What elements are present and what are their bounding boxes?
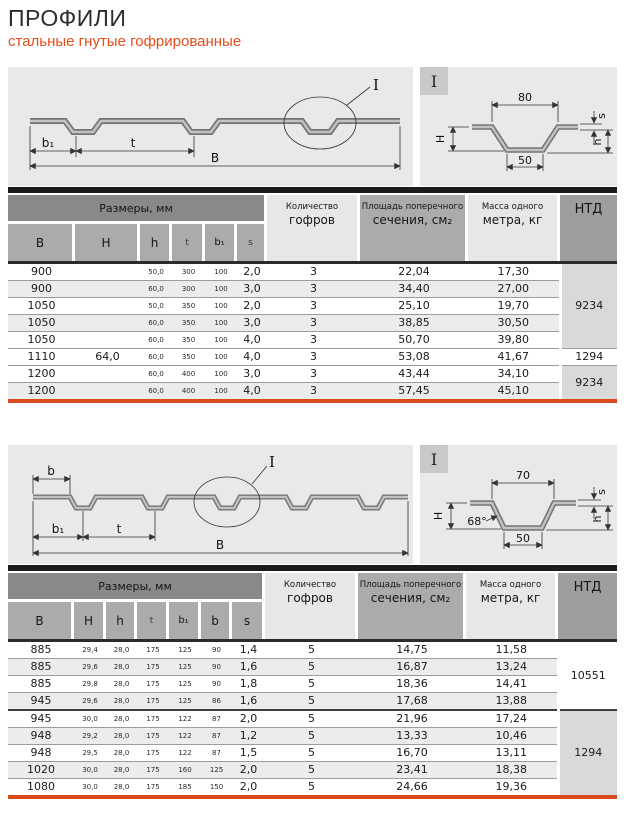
cell-b1: 125 bbox=[169, 693, 201, 711]
cell-t: 175 bbox=[137, 710, 169, 728]
table-bottom-accent bbox=[8, 399, 617, 403]
header-mass-line2: метра, кг bbox=[482, 213, 543, 228]
cell-b1: 100 bbox=[205, 383, 237, 400]
profiles-table-2 bbox=[8, 642, 617, 795]
cell-B: 1080 bbox=[8, 779, 74, 796]
detail-diagram-1 bbox=[420, 67, 617, 186]
header-col-h: h bbox=[106, 602, 134, 639]
table-row bbox=[8, 762, 617, 779]
cell-B: 885 bbox=[8, 659, 74, 676]
cell-area: 16,70 bbox=[358, 745, 466, 762]
cell-b1: 100 bbox=[205, 281, 237, 298]
cell-s: 2,0 bbox=[232, 762, 265, 779]
cell-t: 400 bbox=[172, 383, 205, 400]
header-area-line1: Площадь поперечного bbox=[359, 580, 462, 591]
cell-B: 945 bbox=[8, 693, 74, 711]
header-corrugation-count bbox=[265, 573, 355, 639]
table-1-header bbox=[8, 193, 617, 261]
cell-h: 60,0 bbox=[140, 315, 172, 332]
cell-B: 900 bbox=[31, 265, 52, 279]
dim-label-t: t bbox=[116, 522, 122, 537]
table-row bbox=[8, 642, 617, 659]
cell-H bbox=[75, 383, 140, 400]
cell-s: 4,0 bbox=[237, 383, 267, 400]
header-mass-per-meter bbox=[468, 195, 557, 261]
dim-top-width: 70 bbox=[516, 469, 530, 483]
table-row bbox=[8, 383, 617, 400]
cell-H bbox=[75, 332, 140, 349]
cell-b1: 185 bbox=[169, 779, 201, 796]
cell-b1: 100 bbox=[214, 268, 228, 277]
cell-area: 24,66 bbox=[358, 779, 466, 796]
header-col-b1: b₁ bbox=[205, 224, 234, 261]
cell-area: 13,33 bbox=[358, 728, 466, 745]
cell-mass: 10,46 bbox=[466, 728, 558, 745]
dim-label-t: t bbox=[130, 136, 136, 151]
cell-B: 1200 bbox=[8, 383, 75, 400]
diagram-panels-2 bbox=[8, 445, 617, 564]
table-row bbox=[8, 728, 617, 745]
cell-t: 175 bbox=[137, 693, 169, 711]
cell-h: 28,0 bbox=[106, 745, 137, 762]
cell-s: 1,4 bbox=[239, 643, 258, 657]
header-col-h: h bbox=[140, 224, 169, 261]
cell-h: 28,0 bbox=[106, 693, 137, 711]
cell-s: 2,0 bbox=[237, 298, 267, 315]
dim-height-H: H bbox=[432, 512, 445, 521]
page-title: ПРОФИЛИ bbox=[8, 5, 127, 31]
cell-b: 87 bbox=[201, 745, 232, 762]
cell-t: 175 bbox=[137, 762, 169, 779]
cell-h: 28,0 bbox=[106, 728, 137, 745]
cell-b: 90 bbox=[212, 646, 221, 655]
cell-h: 28,0 bbox=[113, 646, 130, 655]
cell-count: 3 bbox=[267, 366, 360, 383]
table-row bbox=[8, 264, 617, 281]
cell-mass: 18,38 bbox=[466, 762, 558, 779]
detail-drawing-2 bbox=[420, 445, 617, 564]
header-col-H: H bbox=[75, 224, 137, 261]
cell-b1: 100 bbox=[205, 315, 237, 332]
cell-h: 60,0 bbox=[140, 366, 172, 383]
header-ntd: НТД bbox=[558, 573, 617, 639]
cell-B: 1050 bbox=[8, 332, 75, 349]
header-count-line1: Количество bbox=[285, 202, 339, 213]
cell-b1: 125 bbox=[169, 659, 201, 676]
dim-bottom-width: 50 bbox=[518, 154, 532, 168]
table-row bbox=[8, 315, 617, 332]
section-profile-5-corrugations bbox=[8, 445, 617, 799]
cell-area: 17,68 bbox=[358, 693, 466, 711]
cell-b1: 160 bbox=[169, 762, 201, 779]
detail-ref-box: I bbox=[420, 445, 448, 473]
table-row bbox=[8, 332, 617, 349]
cell-count: 5 bbox=[265, 693, 358, 711]
cell-t: 350 bbox=[172, 349, 205, 366]
cell-H: 30,0 bbox=[74, 710, 106, 728]
cell-mass: 17,30 bbox=[497, 265, 529, 279]
cell-b: 87 bbox=[201, 710, 232, 728]
header-cross-section-area bbox=[360, 195, 465, 261]
cell-count: 3 bbox=[267, 332, 360, 349]
table-row bbox=[8, 366, 617, 383]
detail-drawing-1 bbox=[420, 67, 617, 186]
cell-h: 60,0 bbox=[140, 281, 172, 298]
header-corrugation-count bbox=[267, 195, 357, 261]
cell-H: 29,8 bbox=[74, 676, 106, 693]
cell-mass: 13,11 bbox=[466, 745, 558, 762]
cell-t: 350 bbox=[172, 315, 205, 332]
table-row bbox=[8, 659, 617, 676]
dim-top-width: 80 bbox=[518, 91, 532, 105]
cell-b1: 122 bbox=[169, 728, 201, 745]
header-col-B: B bbox=[8, 224, 72, 261]
table-2-header bbox=[8, 571, 617, 639]
cell-mass: 41,67 bbox=[468, 349, 560, 366]
header-col-B: B bbox=[8, 602, 71, 639]
cell-H: 29,6 bbox=[74, 659, 106, 676]
cell-B: 1020 bbox=[8, 762, 74, 779]
cell-s: 1,6 bbox=[232, 659, 265, 676]
cell-h: 60,0 bbox=[140, 332, 172, 349]
detail-ref-label: I bbox=[269, 453, 275, 472]
cell-count: 5 bbox=[265, 710, 358, 728]
detail-ref-box: I bbox=[420, 67, 448, 95]
header-col-b: b bbox=[201, 602, 229, 639]
cell-B: 948 bbox=[8, 728, 74, 745]
cell-H bbox=[75, 298, 140, 315]
cell-area: 16,87 bbox=[358, 659, 466, 676]
profile-drawing-1 bbox=[8, 67, 413, 186]
cell-s: 3,0 bbox=[237, 315, 267, 332]
cell-s: 1,8 bbox=[232, 676, 265, 693]
cell-h: 28,0 bbox=[106, 779, 137, 796]
cell-H bbox=[75, 366, 140, 383]
cell-H: 30,0 bbox=[74, 762, 106, 779]
cell-s: 1,5 bbox=[232, 745, 265, 762]
cell-B: 900 bbox=[8, 281, 75, 298]
cell-mass: 17,24 bbox=[466, 710, 558, 728]
cell-count: 3 bbox=[267, 281, 360, 298]
cell-s: 3,0 bbox=[237, 366, 267, 383]
cell-B: 885 bbox=[8, 676, 74, 693]
cell-B: 1200 bbox=[8, 366, 75, 383]
cell-count: 3 bbox=[310, 265, 317, 279]
cell-count: 5 bbox=[265, 745, 358, 762]
cell-t: 400 bbox=[172, 366, 205, 383]
header-area-line2: сечения, см₂ bbox=[370, 591, 451, 606]
cell-H bbox=[75, 281, 140, 298]
cell-count: 5 bbox=[308, 643, 315, 657]
cell-B: 1110 bbox=[8, 349, 75, 366]
cell-count: 5 bbox=[265, 659, 358, 676]
cell-b1: 125 bbox=[169, 676, 201, 693]
cell-ntd: 9234 bbox=[560, 264, 617, 349]
cell-mass: 11,58 bbox=[495, 643, 527, 657]
cell-b1: 122 bbox=[169, 710, 201, 728]
cell-h: 50,0 bbox=[148, 268, 164, 277]
page-subtitle: стальные гнутые гофрированные bbox=[8, 33, 242, 51]
header-area-line1: Площадь поперечного bbox=[361, 202, 464, 213]
header-col-s: s bbox=[232, 602, 262, 639]
cell-B: 1050 bbox=[8, 298, 75, 315]
section-profile-3-corrugations bbox=[8, 67, 617, 403]
cell-H: 29,5 bbox=[74, 745, 106, 762]
cell-t: 300 bbox=[172, 281, 205, 298]
table-row bbox=[8, 281, 617, 298]
cell-B: 945 bbox=[8, 710, 74, 728]
cell-area: 50,70 bbox=[360, 332, 468, 349]
cell-s: 1,2 bbox=[232, 728, 265, 745]
cell-b: 125 bbox=[201, 762, 232, 779]
cell-b1: 125 bbox=[178, 646, 192, 655]
cell-mass: 19,70 bbox=[468, 298, 560, 315]
header-mass-line2: метра, кг bbox=[480, 591, 541, 606]
table-row bbox=[8, 693, 617, 711]
cell-H: 29,2 bbox=[74, 728, 106, 745]
cell-t: 350 bbox=[172, 298, 205, 315]
cell-mass: 14,41 bbox=[466, 676, 558, 693]
header-mass-line1: Масса одного bbox=[479, 580, 542, 591]
dim-inner-height-h: h bbox=[591, 515, 604, 523]
header-cross-section-area bbox=[358, 573, 463, 639]
cell-mass: 27,00 bbox=[468, 281, 560, 298]
cell-s: 3,0 bbox=[237, 281, 267, 298]
header-mass-line1: Масса одного bbox=[481, 202, 544, 213]
cell-t: 300 bbox=[181, 268, 196, 277]
table-row bbox=[8, 349, 617, 366]
cell-B: 885 bbox=[30, 643, 52, 657]
cell-b: 86 bbox=[201, 693, 232, 711]
dim-height-H: H bbox=[434, 135, 447, 144]
cell-area: 57,45 bbox=[360, 383, 468, 400]
cell-s: 2,0 bbox=[232, 779, 265, 796]
cell-t: 175 bbox=[137, 779, 169, 796]
header-count-line1: Количество bbox=[283, 580, 337, 591]
cell-mass: 34,10 bbox=[468, 366, 560, 383]
cell-h: 28,0 bbox=[106, 710, 137, 728]
cell-b: 90 bbox=[201, 676, 232, 693]
cell-b1: 100 bbox=[205, 349, 237, 366]
table-row bbox=[8, 676, 617, 693]
cell-count: 5 bbox=[265, 676, 358, 693]
cell-b: 90 bbox=[201, 659, 232, 676]
profile-diagram-1 bbox=[8, 67, 413, 186]
cell-mass: 13,88 bbox=[466, 693, 558, 711]
cell-area: 25,10 bbox=[360, 298, 468, 315]
profiles-table-1 bbox=[8, 264, 617, 399]
cell-B: 948 bbox=[8, 745, 74, 762]
cell-t: 350 bbox=[172, 332, 205, 349]
cell-s: 1,6 bbox=[232, 693, 265, 711]
cell-area: 38,85 bbox=[360, 315, 468, 332]
cell-count: 5 bbox=[265, 762, 358, 779]
cell-mass: 45,10 bbox=[468, 383, 560, 400]
table-row bbox=[8, 710, 617, 728]
cell-area: 53,08 bbox=[360, 349, 468, 366]
cell-ntd: 1294 bbox=[560, 349, 617, 366]
cell-s: 2,0 bbox=[243, 265, 261, 279]
header-ntd: НТД bbox=[560, 195, 617, 261]
cell-h: 60,0 bbox=[140, 383, 172, 400]
cell-count: 3 bbox=[267, 298, 360, 315]
cell-t: 175 bbox=[137, 728, 169, 745]
profile-drawing-2 bbox=[8, 445, 413, 564]
cell-t: 175 bbox=[146, 646, 160, 655]
cell-area: 21,96 bbox=[358, 710, 466, 728]
cell-H: 29,4 bbox=[82, 646, 98, 655]
header-count-line2: гофров bbox=[289, 213, 335, 228]
cell-area: 18,36 bbox=[358, 676, 466, 693]
header-dimensions-group: Размеры, мм bbox=[8, 195, 264, 221]
cell-b1: 100 bbox=[205, 298, 237, 315]
dim-label-b1: b₁ bbox=[41, 136, 55, 151]
cell-area: 14,75 bbox=[396, 643, 428, 657]
header-col-H: H bbox=[74, 602, 103, 639]
dim-label-B: B bbox=[210, 151, 220, 166]
cell-H bbox=[75, 315, 140, 332]
detail-diagram-2 bbox=[420, 445, 617, 564]
header-count-line2: гофров bbox=[287, 591, 333, 606]
dim-angle: 68° bbox=[467, 515, 487, 529]
dim-inner-height-h: h bbox=[591, 138, 604, 146]
cell-t: 175 bbox=[137, 745, 169, 762]
cell-mass: 39,80 bbox=[468, 332, 560, 349]
cell-H bbox=[75, 264, 140, 281]
cell-h: 50,0 bbox=[140, 298, 172, 315]
table-bottom-accent bbox=[8, 795, 617, 799]
cell-h: 28,0 bbox=[106, 762, 137, 779]
cell-ntd: 9234 bbox=[560, 366, 617, 400]
cell-mass: 30,50 bbox=[468, 315, 560, 332]
cell-b: 87 bbox=[201, 728, 232, 745]
header-mass-per-meter bbox=[466, 573, 555, 639]
detail-ref-label: I bbox=[373, 76, 379, 95]
cell-ntd: 10551 bbox=[558, 642, 617, 710]
header-col-s: s bbox=[237, 224, 264, 261]
table-row bbox=[8, 779, 617, 796]
diagram-panels-1 bbox=[8, 67, 617, 186]
cell-h: 28,0 bbox=[106, 676, 137, 693]
dim-label-b1: b₁ bbox=[51, 522, 65, 537]
cell-s: 2,0 bbox=[232, 710, 265, 728]
table-row bbox=[8, 298, 617, 315]
dim-thickness-s: s bbox=[595, 489, 608, 496]
cell-s: 4,0 bbox=[237, 349, 267, 366]
cell-area: 23,41 bbox=[358, 762, 466, 779]
cell-ntd: 1294 bbox=[558, 710, 617, 795]
cell-count: 3 bbox=[267, 349, 360, 366]
cell-t: 175 bbox=[137, 676, 169, 693]
cell-B: 1050 bbox=[8, 315, 75, 332]
header-area-line2: сечения, см₂ bbox=[372, 213, 453, 228]
cell-count: 5 bbox=[265, 779, 358, 796]
cell-count: 3 bbox=[267, 315, 360, 332]
cell-b: 150 bbox=[201, 779, 232, 796]
dim-thickness-s: s bbox=[595, 113, 608, 120]
cell-t: 175 bbox=[137, 659, 169, 676]
dim-label-b: b bbox=[47, 464, 55, 479]
cell-b1: 100 bbox=[205, 332, 237, 349]
cell-count: 5 bbox=[265, 728, 358, 745]
cell-b1: 100 bbox=[205, 366, 237, 383]
header-col-t: t bbox=[172, 224, 202, 261]
page-header bbox=[0, 0, 625, 50]
cell-area: 43,44 bbox=[360, 366, 468, 383]
cell-area: 34,40 bbox=[360, 281, 468, 298]
cell-H: 64,0 bbox=[75, 349, 140, 366]
dim-bottom-width: 50 bbox=[516, 532, 530, 546]
cell-h: 60,0 bbox=[140, 349, 172, 366]
cell-h: 28,0 bbox=[106, 659, 137, 676]
dim-label-B: B bbox=[215, 538, 225, 553]
cell-s: 4,0 bbox=[237, 332, 267, 349]
header-col-b1: b₁ bbox=[169, 602, 198, 639]
table-row bbox=[8, 745, 617, 762]
profile-diagram-2 bbox=[8, 445, 413, 564]
cell-area: 22,04 bbox=[398, 265, 430, 279]
header-col-t: t bbox=[137, 602, 166, 639]
cell-H: 30,0 bbox=[74, 779, 106, 796]
cell-count: 3 bbox=[267, 383, 360, 400]
cell-H: 29,6 bbox=[74, 693, 106, 711]
cell-mass: 13,24 bbox=[466, 659, 558, 676]
cell-b1: 122 bbox=[169, 745, 201, 762]
cell-mass: 19,36 bbox=[466, 779, 558, 796]
header-dimensions-group: Размеры, мм bbox=[8, 573, 262, 599]
